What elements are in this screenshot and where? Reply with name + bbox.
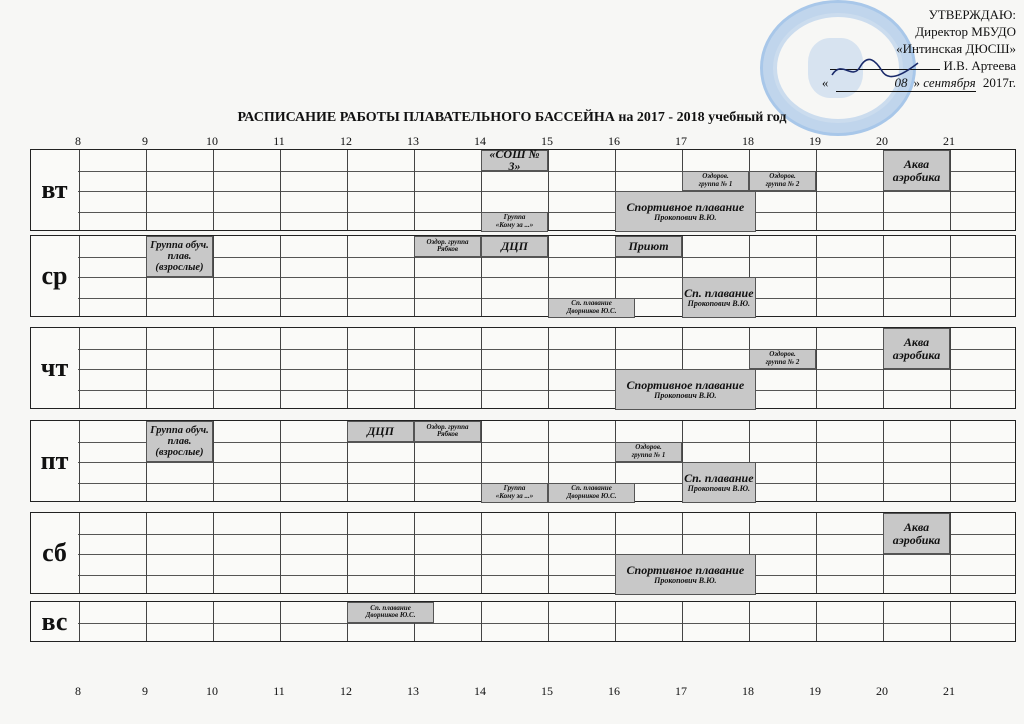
row-divider: [78, 390, 1015, 391]
hour-divider: [213, 328, 214, 408]
schedule-event[interactable]: [615, 191, 756, 232]
event-text: Группа: [503, 213, 526, 222]
schedule-event[interactable]: [481, 146, 548, 174]
schedule-event[interactable]: [481, 483, 548, 504]
event-text: Сп. плавание: [684, 471, 754, 485]
schedule-event[interactable]: [749, 349, 816, 370]
event-text: «СОШ № 3»: [489, 146, 540, 174]
day-label: пт: [40, 446, 69, 475]
day-label: ср: [41, 261, 68, 290]
event-text: Группа обуч.: [150, 424, 209, 436]
hour-divider: [950, 602, 951, 641]
hour-divider: [816, 328, 817, 408]
event-text: ДЦП: [367, 423, 394, 438]
schedule-event[interactable]: [414, 236, 481, 257]
event-text: группа № 1: [631, 450, 666, 459]
hour-divider: [280, 236, 281, 316]
hour-label-bottom: 21: [943, 684, 955, 698]
hour-divider: [79, 602, 80, 641]
hour-divider: [146, 602, 147, 641]
event-text: Сп. плавание: [370, 603, 411, 612]
row-divider: [78, 575, 1015, 576]
event-text: Аква: [903, 334, 930, 349]
day-block: [30, 327, 1016, 409]
row-divider: [78, 298, 1015, 299]
schedule-event[interactable]: [883, 150, 950, 191]
schedule-event[interactable]: [347, 421, 414, 442]
hour-label-bottom: 16: [608, 684, 620, 698]
hour-divider: [682, 602, 683, 641]
event-text: (взрослые): [155, 262, 204, 273]
event-text: группа № 1: [698, 179, 733, 188]
event-text: Группа обуч.: [150, 239, 209, 251]
schedule-event[interactable]: [615, 554, 756, 595]
hour-label-top: 18: [742, 134, 754, 148]
event-text: «Кому за ...»: [495, 491, 534, 500]
hour-divider: [816, 236, 817, 316]
hour-divider: [213, 602, 214, 641]
event-text: Рябков: [436, 430, 459, 439]
hour-divider: [146, 513, 147, 593]
hour-label-bottom: 17: [675, 684, 687, 698]
event-text: Группа: [503, 484, 526, 493]
event-text: Дворников Ю.С.: [365, 611, 416, 620]
hour-divider: [347, 328, 348, 408]
row-divider: [78, 462, 1015, 463]
date-day: 08: [894, 75, 908, 90]
handwritten-signature: [830, 55, 920, 83]
hour-label-bottom: 13: [407, 684, 419, 698]
row-divider: [78, 442, 1015, 443]
hour-divider: [213, 421, 214, 501]
hour-divider: [280, 328, 281, 408]
event-text: Оздоров.: [702, 172, 729, 181]
hour-divider: [883, 602, 884, 641]
hour-divider: [280, 421, 281, 501]
event-text: «Кому за ...»: [495, 220, 534, 229]
hour-label-bottom: 18: [742, 684, 754, 698]
hour-label-top: 9: [142, 134, 148, 148]
row-divider: [78, 623, 1015, 624]
hour-label-top: 17: [675, 134, 687, 148]
approval-heading: УТВЕРЖДАЮ:: [928, 7, 1016, 22]
day-label: сб: [42, 538, 67, 567]
hour-divider: [280, 513, 281, 593]
hour-label-top: 8: [75, 134, 81, 148]
schedule-event[interactable]: [682, 277, 756, 318]
event-text: аэробика: [892, 532, 941, 547]
event-text: группа № 2: [765, 179, 800, 188]
schedule-event[interactable]: [615, 236, 682, 257]
schedule-event[interactable]: [682, 171, 749, 192]
day-block: [30, 512, 1016, 594]
schedule-event[interactable]: [883, 513, 950, 554]
event-text: Сп. плавание: [571, 299, 612, 308]
schedule-event[interactable]: [548, 298, 635, 319]
event-text: Оздоров.: [769, 350, 796, 359]
approval-position: Директор МБУДО: [915, 24, 1016, 39]
event-text: Сп. плавание: [571, 484, 612, 493]
hour-divider: [548, 150, 549, 230]
hour-divider: [481, 602, 482, 641]
event-text: Прокопович В.Ю.: [654, 212, 717, 222]
hour-divider: [950, 236, 951, 316]
hour-label-bottom: 8: [75, 684, 81, 698]
hour-divider: [79, 328, 80, 408]
hour-divider: [280, 602, 281, 641]
hour-divider: [950, 150, 951, 230]
hour-label-top: 14: [474, 134, 486, 148]
event-text: Спортивное плавание: [626, 200, 745, 214]
day-block: [30, 146, 1016, 231]
hour-divider: [414, 328, 415, 408]
hour-label-bottom: 12: [340, 684, 352, 698]
hour-label-bottom: 15: [541, 684, 553, 698]
hour-label-top: 20: [876, 134, 888, 148]
day-block: [30, 601, 1016, 642]
page-title: РАСПИСАНИЕ РАБОТЫ ПЛАВАТЕЛЬНОГО БАССЕЙНА на 2017 - 2018 учебный год: [237, 110, 787, 125]
hour-label-top: 21: [943, 134, 955, 148]
hour-divider: [213, 513, 214, 593]
hour-divider: [749, 602, 750, 641]
row-divider: [78, 369, 1015, 370]
date-month: сентября: [923, 75, 976, 90]
hour-label-bottom: 14: [474, 684, 486, 698]
hour-divider: [213, 150, 214, 230]
schedule-event[interactable]: [548, 483, 635, 504]
schedule-event[interactable]: [615, 442, 682, 463]
hour-divider: [816, 602, 817, 641]
schedule-event[interactable]: [749, 171, 816, 192]
hour-label-top: 11: [273, 134, 285, 148]
event-text: Приют: [628, 238, 669, 253]
day-label: вт: [41, 175, 68, 204]
day-block: [30, 235, 1016, 317]
hour-divider: [213, 236, 214, 316]
event-text: Дворников Ю.С.: [566, 306, 617, 315]
day-label: вс: [41, 606, 68, 636]
hour-label-top: 12: [340, 134, 352, 148]
hour-divider: [816, 150, 817, 230]
hour-label-bottom: 20: [876, 684, 888, 698]
approval-organization: «Интинская ДЮСШ»: [896, 41, 1016, 56]
event-text: Оздоров.: [635, 443, 662, 452]
hour-divider: [146, 150, 147, 230]
hour-divider: [816, 513, 817, 593]
row-divider: [78, 257, 1015, 258]
event-text: Сп. плавание: [684, 286, 754, 300]
hour-divider: [280, 150, 281, 230]
schedule-event[interactable]: [615, 369, 756, 410]
hour-divider: [548, 328, 549, 408]
event-text: Прокопович В.Ю.: [654, 390, 717, 400]
hour-divider: [950, 328, 951, 408]
hour-divider: [481, 328, 482, 408]
event-text: Дворников Ю.С.: [566, 491, 617, 500]
schedule-event[interactable]: [347, 602, 434, 623]
event-text: Прокопович В.Ю.: [654, 575, 717, 585]
hour-divider: [883, 236, 884, 316]
row-divider: [78, 349, 1015, 350]
hour-divider: [414, 150, 415, 230]
date-close-quote: »: [913, 75, 921, 90]
event-text: аэробика: [892, 347, 941, 362]
hour-label-top: 15: [541, 134, 553, 148]
hour-divider: [615, 602, 616, 641]
event-text: плав.: [167, 250, 192, 262]
event-text: Аква: [903, 156, 930, 171]
hour-divider: [414, 513, 415, 593]
event-text: Оздор. группа: [426, 237, 469, 246]
schedule-event[interactable]: [414, 421, 481, 442]
event-text: ДЦП: [501, 238, 528, 253]
event-text: Оздоров.: [769, 172, 796, 181]
schedule-event[interactable]: [481, 212, 548, 233]
date-year: 2017г.: [982, 75, 1016, 90]
event-text: Оздор. группа: [426, 422, 469, 431]
approval-signatory: И.В. Артеева: [943, 58, 1016, 73]
hour-divider: [79, 150, 80, 230]
event-text: группа № 2: [765, 357, 800, 366]
hour-divider: [548, 513, 549, 593]
row-divider: [78, 277, 1015, 278]
event-text: (взрослые): [155, 447, 204, 458]
schedule-event[interactable]: [682, 462, 756, 503]
hour-label-top: 10: [206, 134, 218, 148]
event-text: Прокопович В.Ю.: [687, 483, 751, 493]
hour-label-top: 19: [809, 134, 821, 148]
hour-divider: [548, 602, 549, 641]
row-divider: [78, 534, 1015, 535]
event-text: Рябков: [436, 245, 459, 254]
event-text: Прокопович В.Ю.: [687, 298, 751, 308]
hour-divider: [79, 421, 80, 501]
event-text: Спортивное плавание: [626, 563, 745, 577]
hour-label-bottom: 19: [809, 684, 821, 698]
hour-divider: [950, 421, 951, 501]
hour-label-bottom: 9: [142, 684, 148, 698]
hour-divider: [347, 513, 348, 593]
schedule-event[interactable]: [883, 328, 950, 369]
hour-divider: [146, 328, 147, 408]
schedule-event[interactable]: [146, 421, 213, 462]
hour-divider: [950, 513, 951, 593]
hour-divider: [481, 513, 482, 593]
hour-label-bottom: 11: [273, 684, 285, 698]
event-text: плав.: [167, 435, 192, 447]
day-block: [30, 420, 1016, 502]
event-text: Спортивное плавание: [626, 378, 745, 392]
event-text: Аква: [903, 519, 930, 534]
date-open-quote: «: [821, 75, 829, 90]
schedule-event[interactable]: [146, 236, 213, 277]
row-divider: [78, 191, 1015, 192]
hour-label-top: 13: [407, 134, 419, 148]
hour-divider: [883, 421, 884, 501]
day-label: чт: [40, 353, 69, 382]
hour-divider: [816, 421, 817, 501]
hour-divider: [347, 150, 348, 230]
schedule-event[interactable]: [481, 236, 548, 257]
hour-divider: [79, 236, 80, 316]
hour-divider: [79, 513, 80, 593]
row-divider: [78, 554, 1015, 555]
hour-label-bottom: 10: [206, 684, 218, 698]
event-text: аэробика: [892, 169, 941, 184]
hour-divider: [347, 236, 348, 316]
hour-label-top: 16: [608, 134, 620, 148]
